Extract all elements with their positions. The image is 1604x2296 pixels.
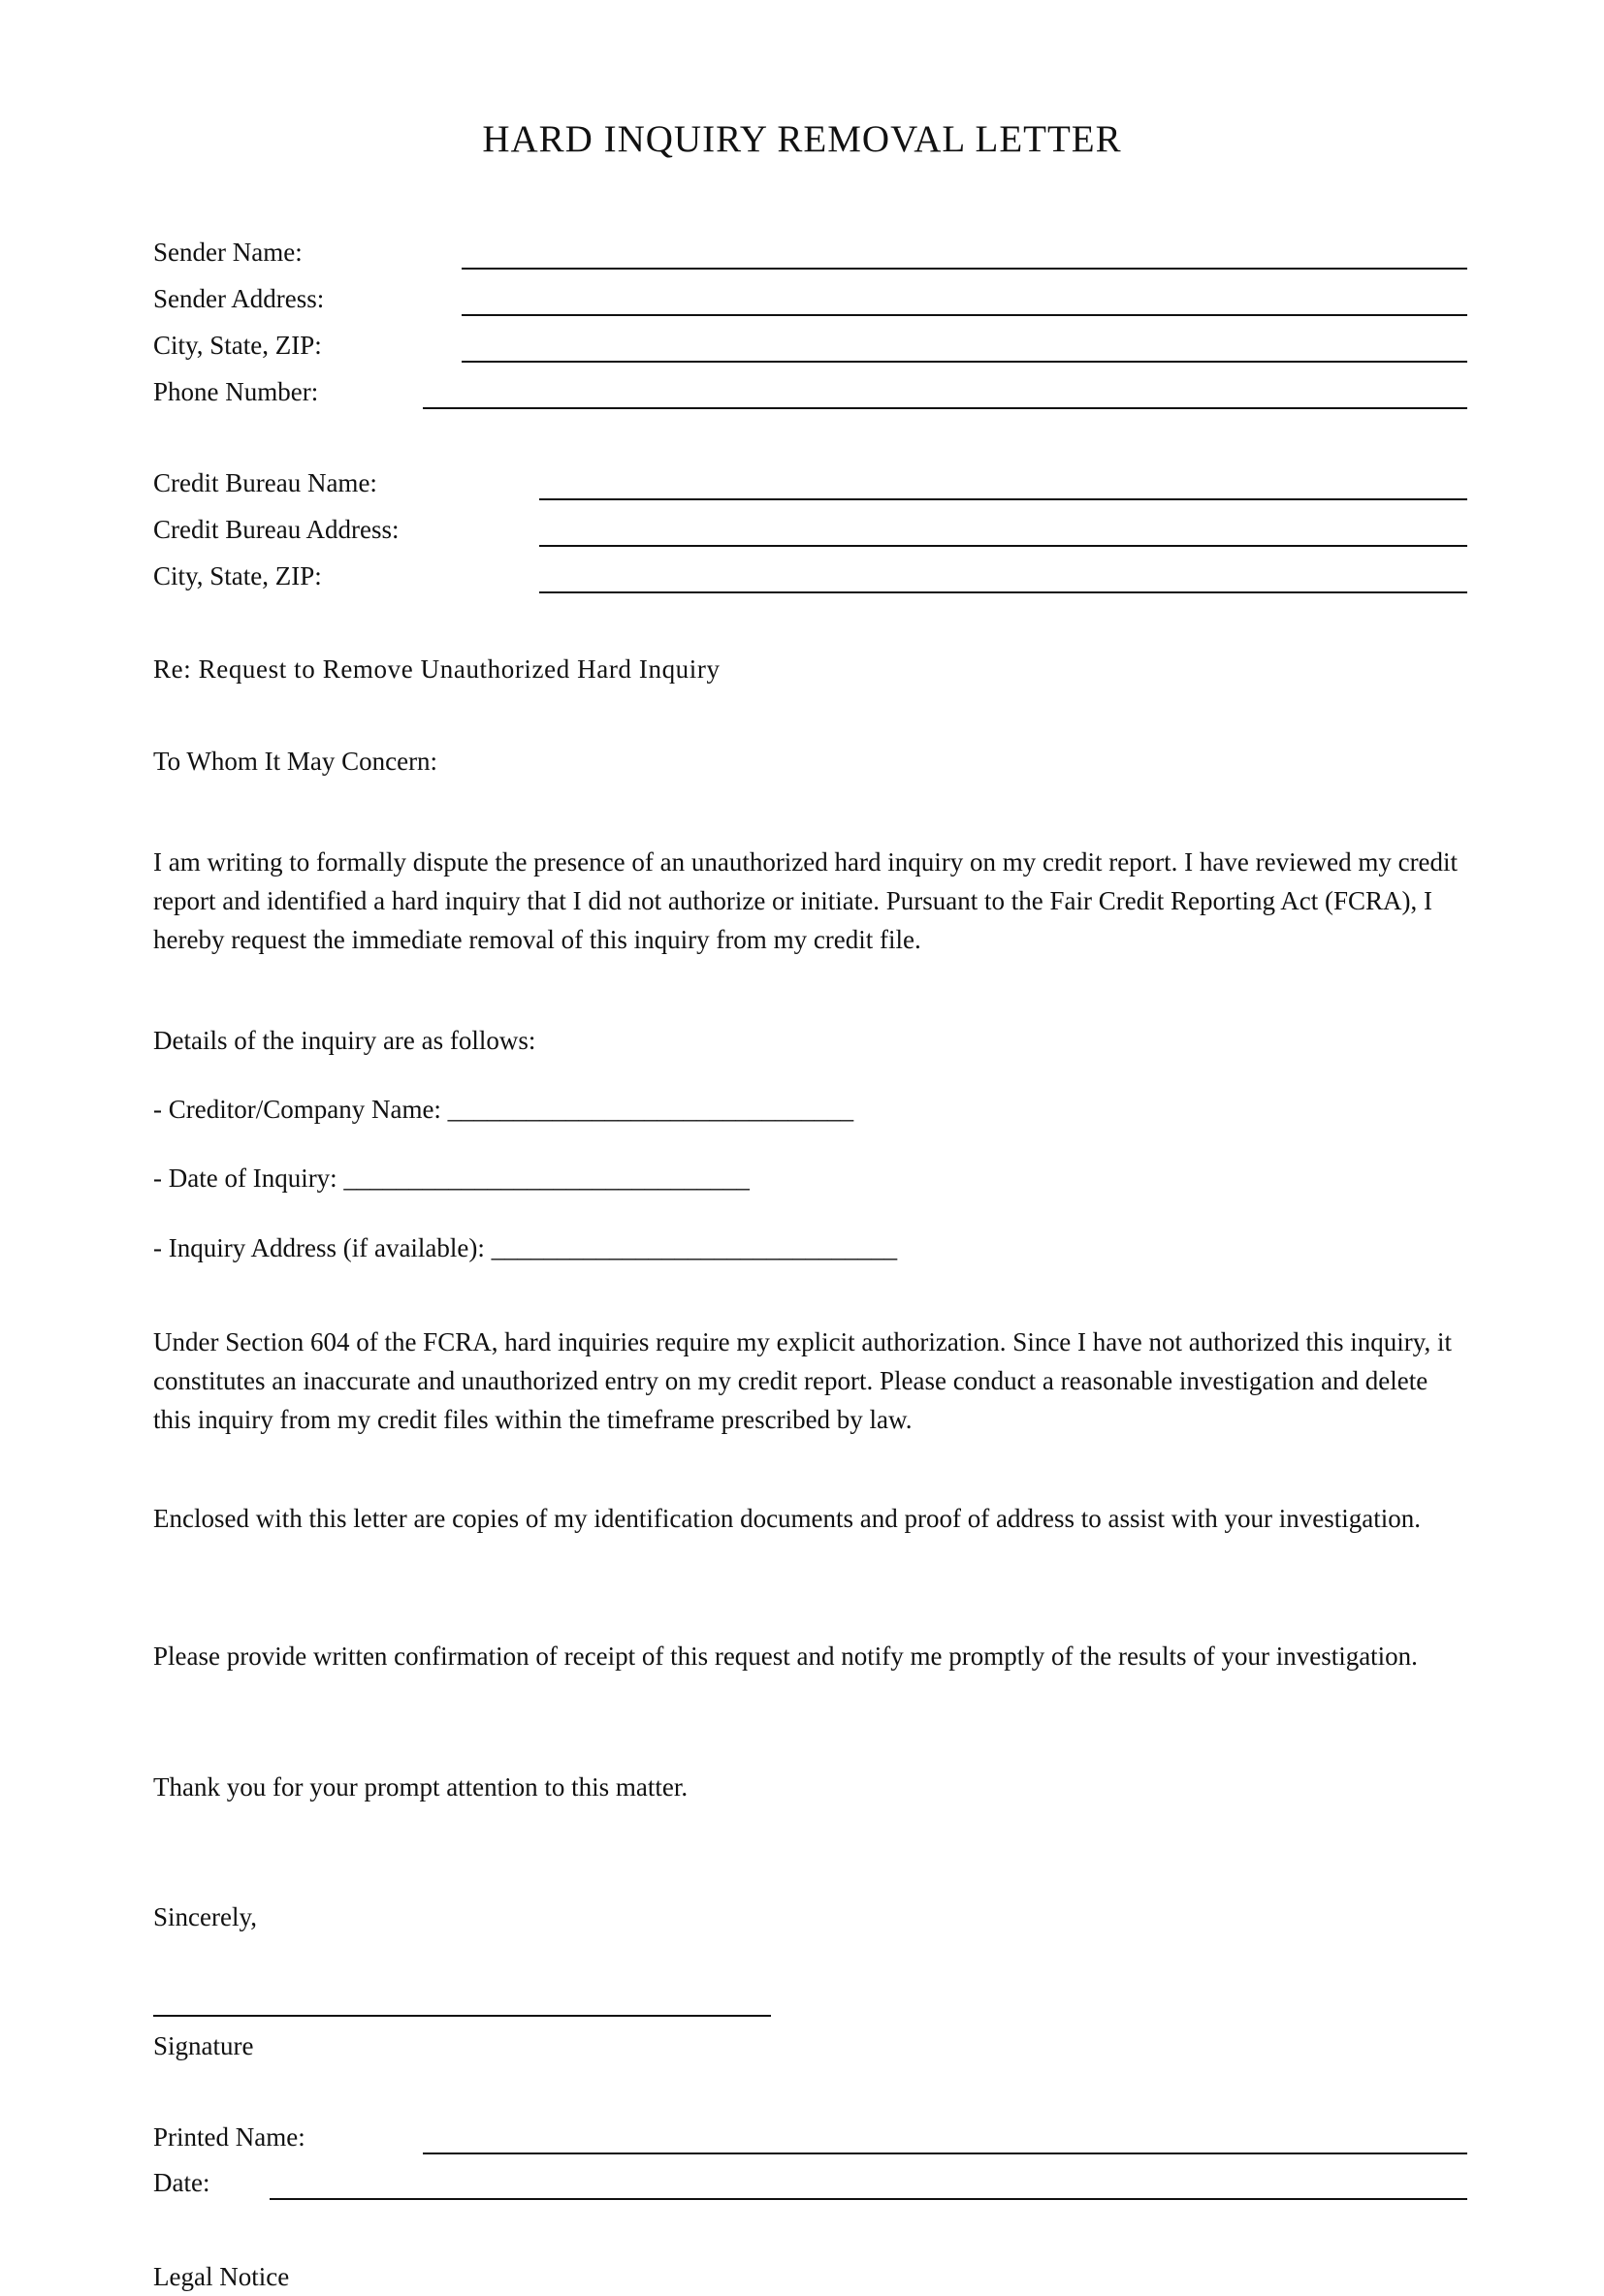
bureau-address-label: Credit Bureau Address: <box>153 515 400 544</box>
signature-label: Signature <box>153 2031 254 2060</box>
bureau-name-label: Credit Bureau Name: <box>153 468 377 497</box>
sender-address-line[interactable] <box>462 314 1467 316</box>
closing: Sincerely, <box>153 1902 257 1931</box>
printed-name-line[interactable] <box>423 2152 1467 2154</box>
sender-city-line[interactable] <box>462 361 1467 363</box>
signature-line[interactable] <box>153 2015 771 2017</box>
paragraph-1: I am writing to formally dispute the presence of an unauthorized hard inquiry on my credit report. I have reviewed my credit report and identified a hard inquiry that I did not authorize or initiate. Pursuant to the Fair Credit Reporting Act (FCRA), I hereby request the immediate removal of this inquiry from my credit file. <box>153 847 1459 954</box>
document-title: HARD INQUIRY REMOVAL LETTER <box>482 118 1122 160</box>
sender-phone-label: Phone Number: <box>153 377 319 406</box>
date-label: Date: <box>153 2168 210 2197</box>
bureau-address-line[interactable] <box>539 545 1467 547</box>
detail-creditor: - Creditor/Company Name: _______________________________ <box>153 1095 854 1124</box>
paragraph-2: Under Section 604 of the FCRA, hard inquiries require my explicit authorization. Since I have not authorized this inquiry, it constitutes an inaccurate and unauthorized entry on my credit report. Please conduct a reasonable investigation and delete this inquiry from my credit files within the timeframe prescribed by law. <box>153 1327 1452 1434</box>
paragraph-5: Thank you for your prompt attention to this matter. <box>153 1772 689 1802</box>
sender-address-label: Sender Address: <box>153 284 325 313</box>
detail-date: - Date of Inquiry: _______________________________ <box>153 1164 750 1193</box>
sender-name-line[interactable] <box>462 268 1467 270</box>
detail-address: - Inquiry Address (if available): _______________________________ <box>153 1233 898 1262</box>
paragraph-3: Enclosed with this letter are copies of my identification documents and proof of address to assist with your investigation. <box>153 1504 1421 1533</box>
bureau-city-label: City, State, ZIP: <box>153 561 322 590</box>
bureau-name-line[interactable] <box>539 498 1467 500</box>
date-line[interactable] <box>270 2198 1467 2200</box>
paragraph-4: Please provide written confirmation of receipt of this request and notify me promptly of the results of your investigation. <box>153 1642 1418 1671</box>
bureau-city-line[interactable] <box>539 591 1467 593</box>
sender-name-label: Sender Name: <box>153 238 303 267</box>
salutation: To Whom It May Concern: <box>153 747 438 776</box>
details-intro: Details of the inquiry are as follows: <box>153 1026 536 1055</box>
cutoff-heading: Legal Notice <box>153 2262 290 2291</box>
re-line: Re: Request to Remove Unauthorized Hard Inquiry <box>153 654 721 684</box>
printed-name-label: Printed Name: <box>153 2122 305 2152</box>
sender-phone-line[interactable] <box>423 407 1467 409</box>
sender-city-label: City, State, ZIP: <box>153 331 322 360</box>
